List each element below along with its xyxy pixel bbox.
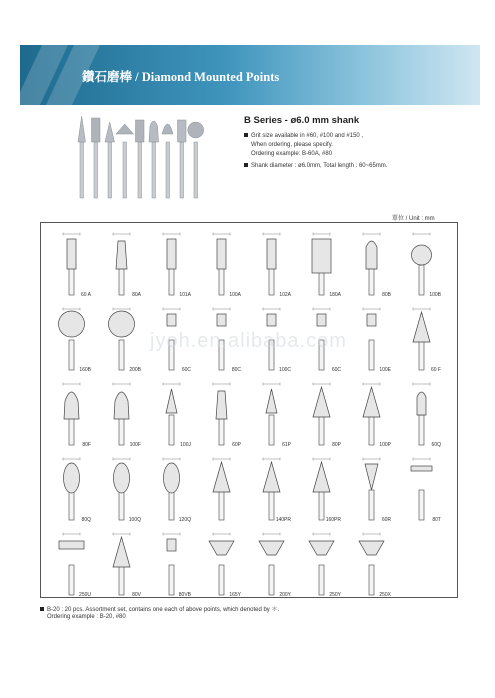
tool-drawing	[299, 375, 344, 450]
tool-label: 100A	[229, 292, 241, 298]
tool-drawing	[49, 450, 94, 525]
tool-label: 102A	[279, 292, 291, 298]
tool-drawing	[149, 525, 194, 600]
tool-drawing	[199, 450, 244, 525]
spec-order-1: When ordering, please specify.	[251, 142, 333, 148]
tool-diagram	[199, 225, 243, 300]
tool-diagram	[349, 225, 393, 300]
tool-label: 60 F	[430, 367, 441, 373]
tool-drawing	[49, 525, 94, 600]
tool-drawing	[99, 300, 144, 375]
tool-diagram	[299, 450, 343, 525]
tool-label: 120Q	[178, 517, 191, 523]
tool-label: 100C	[279, 367, 291, 373]
tool-label: 100J	[180, 442, 191, 448]
tool-diagram	[49, 525, 93, 600]
tool-drawing	[49, 300, 94, 375]
tool-drawing	[149, 225, 194, 300]
tool-diagram	[149, 450, 193, 525]
tool-drawing	[199, 375, 244, 450]
tool-diagram	[399, 375, 443, 450]
page-title: 鑽石磨棒 / Diamond Mounted Points	[82, 70, 280, 84]
tool-label: 250U	[79, 592, 91, 598]
tool-diagram	[249, 225, 293, 300]
tool-diagram	[349, 375, 393, 450]
tool-label: 80A	[132, 292, 141, 298]
tool-label: 60C	[181, 367, 191, 373]
tool-label: 160PR	[325, 517, 341, 523]
tool-label: 180A	[329, 292, 341, 298]
tool-label: 160B	[79, 367, 91, 373]
tool-diagram-grid	[40, 222, 458, 598]
series-title: B Series - ø6.0 mm shank	[244, 115, 360, 126]
tool-drawing	[149, 450, 194, 525]
tool-label: 80Q	[81, 517, 91, 523]
tool-drawing	[49, 375, 94, 450]
watermark: jyoh.en.alibaba.com	[150, 330, 347, 352]
tool-drawing	[299, 225, 344, 300]
tool-drawing	[349, 225, 394, 300]
tool-label: 80F	[82, 442, 91, 448]
tool-label: 165Y	[229, 592, 241, 598]
tool-diagram	[99, 225, 143, 300]
tool-diagram	[49, 375, 93, 450]
tool-label: 80C	[231, 367, 241, 373]
tool-label: 250X	[379, 592, 391, 598]
tool-label: 100E	[379, 367, 391, 373]
bullet-icon	[40, 607, 44, 611]
tool-label: 80V	[132, 592, 141, 598]
tool-diagram	[49, 225, 93, 300]
tool-diagram	[149, 225, 193, 300]
tool-label: 80VB	[178, 592, 191, 598]
tool-label: 61P	[282, 442, 291, 448]
tool-drawing	[249, 525, 294, 600]
tool-diagram	[349, 450, 393, 525]
tool-drawing	[199, 225, 244, 300]
tool-label: 100Q	[128, 517, 141, 523]
tool-label: 100F	[129, 442, 141, 448]
tool-diagram	[99, 300, 143, 375]
footer-order-example: Ordering example : B-20, #80	[47, 614, 126, 620]
tool-drawing	[349, 375, 394, 450]
tool-diagram	[299, 225, 343, 300]
tool-diagram	[149, 525, 193, 600]
tool-diagram	[199, 375, 243, 450]
tool-drawing	[349, 525, 394, 600]
tool-drawing	[249, 225, 294, 300]
grit-text: Grit size available in #60, #100 and #150 ,	[251, 133, 364, 139]
tool-drawing	[149, 375, 194, 450]
tool-drawing	[349, 450, 394, 525]
tool-diagram	[249, 450, 293, 525]
spec-order-2: Ordering example: B-60A, #80	[251, 151, 333, 157]
tool-diagram	[99, 450, 143, 525]
tool-label: 140PR	[275, 517, 291, 523]
tool-label: 101A	[179, 292, 191, 298]
tool-drawing	[399, 375, 444, 450]
tool-drawing	[99, 450, 144, 525]
tool-drawing	[249, 450, 294, 525]
tool-drawing	[399, 300, 444, 375]
bullet-icon	[244, 163, 248, 167]
tool-drawing	[349, 300, 394, 375]
tool-diagram	[99, 525, 143, 600]
tool-drawing	[399, 450, 444, 525]
tool-drawing	[399, 225, 444, 300]
tool-diagram	[99, 375, 143, 450]
tool-drawing	[249, 375, 294, 450]
tool-drawing	[99, 225, 144, 300]
tool-diagram	[49, 450, 93, 525]
tool-diagram	[299, 375, 343, 450]
tool-label: 250Y	[329, 592, 341, 598]
tool-diagram	[399, 300, 443, 375]
bullet-icon	[244, 133, 248, 137]
tool-drawing	[99, 375, 144, 450]
tool-label: 200Y	[279, 592, 291, 598]
tool-diagram	[199, 450, 243, 525]
tool-label: 60C	[331, 367, 341, 373]
header-banner	[20, 45, 480, 105]
unit-label: 單位 / Unit : mm	[392, 216, 435, 222]
tool-label: 80P	[332, 442, 341, 448]
tool-label: 80T	[432, 517, 441, 523]
tool-label: 60Q	[431, 442, 441, 448]
tool-diagram	[349, 300, 393, 375]
tool-label: 80B	[382, 292, 391, 298]
tool-diagram	[299, 525, 343, 600]
tool-diagram	[149, 375, 193, 450]
tool-label: 100P	[379, 442, 391, 448]
tool-label: 200B	[129, 367, 141, 373]
footer-line1: B-20 : 20 pcs. Assortment set, contains one each of above points, which denoted by ＊.	[47, 607, 280, 613]
tool-label: 60P	[232, 442, 241, 448]
product-photo	[72, 112, 222, 200]
tool-diagram	[199, 525, 243, 600]
tool-label: 60R	[381, 517, 391, 523]
tool-diagram	[249, 375, 293, 450]
tool-diagram	[399, 225, 443, 300]
spec-grit	[244, 132, 363, 141]
tool-drawing	[299, 525, 344, 600]
tool-label: 60 A	[80, 292, 91, 298]
tool-label: 100B	[429, 292, 441, 298]
spec-shank	[244, 162, 387, 171]
tool-diagram	[349, 525, 393, 600]
tool-diagram	[49, 300, 93, 375]
tool-drawing	[199, 525, 244, 600]
tool-diagram	[249, 525, 293, 600]
shank-text: Shank diameter : ø6.0mm, Total length : 60~65mm.	[251, 163, 388, 169]
tool-drawing	[49, 225, 94, 300]
tool-diagram	[399, 450, 443, 525]
tool-drawing	[299, 450, 344, 525]
tool-drawing	[99, 525, 144, 600]
footer-assortment	[40, 604, 279, 613]
